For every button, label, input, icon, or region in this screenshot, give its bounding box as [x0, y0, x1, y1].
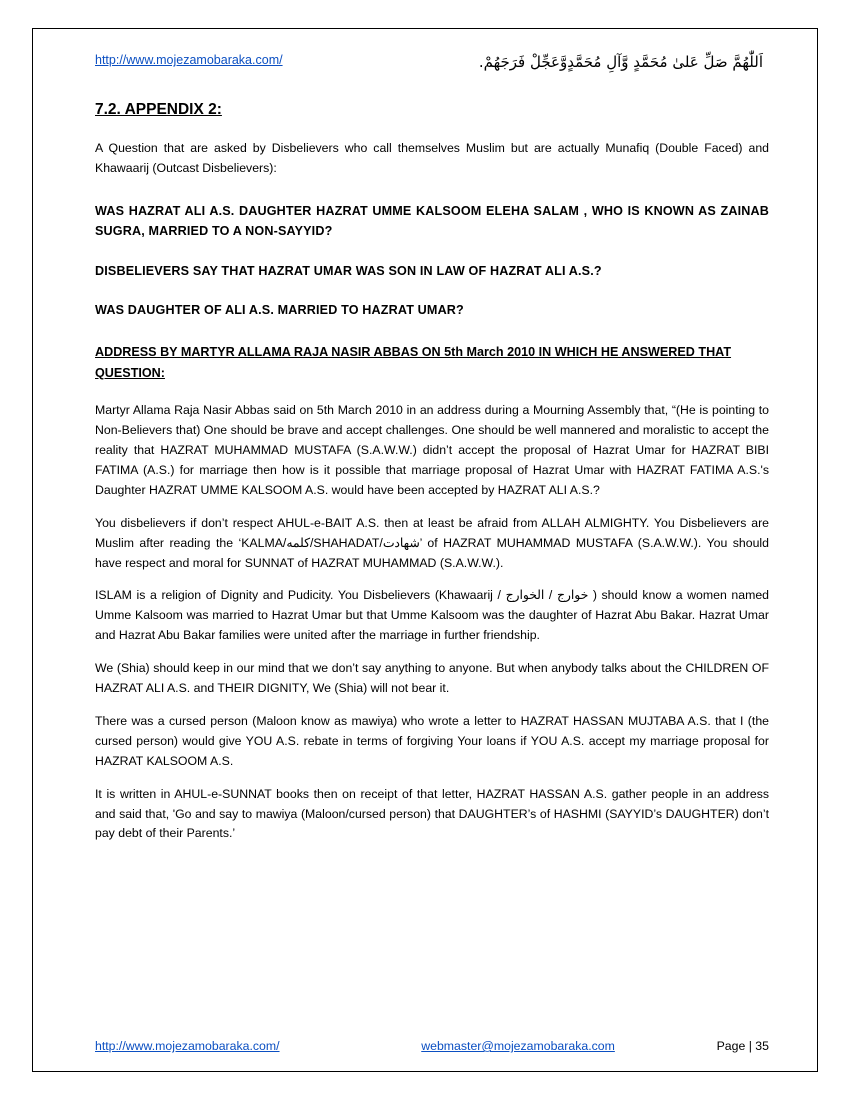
body-paragraph-4: We (Shia) should keep in our mind that we don’t say anything to anyone. But when anybody talks about the CHILDREN OF HAZRAT ALI A.S. and THEIR DIGNITY, We (Shia) will not bear it.: [95, 661, 769, 696]
header-arabic-salawat: اَللّٰهُمَّ صَلِّ عَلىٰ مُحَمَّدٍ وَّآلِ مُحَمَّدٍوَّعَجِّلْ فَرَجَهُمْ.: [478, 53, 763, 71]
page-number: Page | 35: [716, 1039, 769, 1053]
body-paragraph-3: ISLAM is a religion of Dignity and Pudicity. You Disbelievers (Khawaarij / خوارج / الخوارج ) should know a women named Umme Kalsoom was married to Hazrat Umar but that Umme Kalsoom was the daughter of Hazrat Abu Bakar. Hazrat Umar and Hazrat Abu Bakar families were united after the marriage in further friendship.: [95, 588, 769, 643]
body-paragraph-2: You disbelievers if don’t respect AHUL-e-BAIT A.S. then at least be afraid from ALLAH ALMIGHTY. You Disbelievers are Muslim after reading the ‘KALMA/كلمه/SHAHADAT/شهادت’ of HAZRAT MUHAMMAD MUSTAFA (S.A.W.W.). You should have respect and moral for SUNNAT of HAZRAT MUHAMMAD (S.A.W.W.).: [95, 515, 769, 570]
body-paragraph-6: It is written in AHUL-e-SUNNAT books then on receipt of that letter, HAZRAT HASSAN A.S. gather people in an address and said that, 'Go and say to mawiya (Maloon/cursed person) that DAUGHTER’s of HASHMI (SAYYID’s DAUGHTER) don’t pay debt of their Parents.’: [95, 786, 769, 841]
header-site-link[interactable]: http://www.mojezamobaraka.com/: [95, 53, 283, 67]
address-heading: ADDRESS BY MARTYR ALLAMA RAJA NASIR ABBAS ON 5th March 2010 IN WHICH HE ANSWERED THAT QUESTION:: [95, 345, 732, 380]
footer-site-link[interactable]: http://www.mojezamobaraka.com/: [95, 1039, 280, 1053]
question-3: WAS DAUGHTER OF ALI A.S. MARRIED TO HAZRAT UMAR?: [95, 302, 464, 317]
document-content: [95, 97, 769, 1029]
page-footer: [95, 1029, 769, 1053]
page-border-frame: [32, 28, 818, 1072]
body-paragraph-1: Martyr Allama Raja Nasir Abbas said on 5th March 2010 in an address during a Mourning Assembly that, “(He is pointing to Non-Believers that) One should be brave and accept challenges. One should be well mannered and moralistic to accept the reality that HAZRAT MUHAMMAD MUSTAFA (S.A.W.W.) didn’t accept the proposal of Hazrat Umar for HAZRAT BIBI FATIMA (A.S.) for marriage then how is it possible that marriage proposal of Hazrat Umar with HAZRAT FATIMA A.S.'s Daughter HAZRAT UMME KALSOOM A.S. would have been accepted by HAZRAT ALI A.S.?: [95, 403, 769, 497]
intro-paragraph: A Question that are asked by Disbelievers who call themselves Muslim but are actually Munafiq (Double Faced) and Khawaarij (Outcast Disbelievers):: [95, 141, 769, 175]
question-2: DISBELIEVERS SAY THAT HAZRAT UMAR WAS SON IN LAW OF HAZRAT ALI A.S.?: [95, 263, 602, 278]
body-paragraph-5: There was a cursed person (Maloon know as mawiya) who wrote a letter to HAZRAT HASSAN MUJTABA A.S. that I (the cursed person) would give YOU A.S. rebate in terms of forgiving Your loans if YOU A.S. accept my marriage proposal for HAZRAT KALSOOM A.S.: [95, 713, 769, 768]
page-header: [95, 53, 769, 71]
footer-email-link[interactable]: webmaster@mojezamobaraka.com: [421, 1039, 615, 1053]
page-title: 7.2. APPENDIX 2:: [95, 101, 222, 118]
question-1: WAS HAZRAT ALI A.S. DAUGHTER HAZRAT UMME KALSOOM ELEHA SALAM , WHO IS KNOWN AS ZAINAB SUGRA, MARRIED TO A NON-SAYYID?: [95, 203, 769, 239]
